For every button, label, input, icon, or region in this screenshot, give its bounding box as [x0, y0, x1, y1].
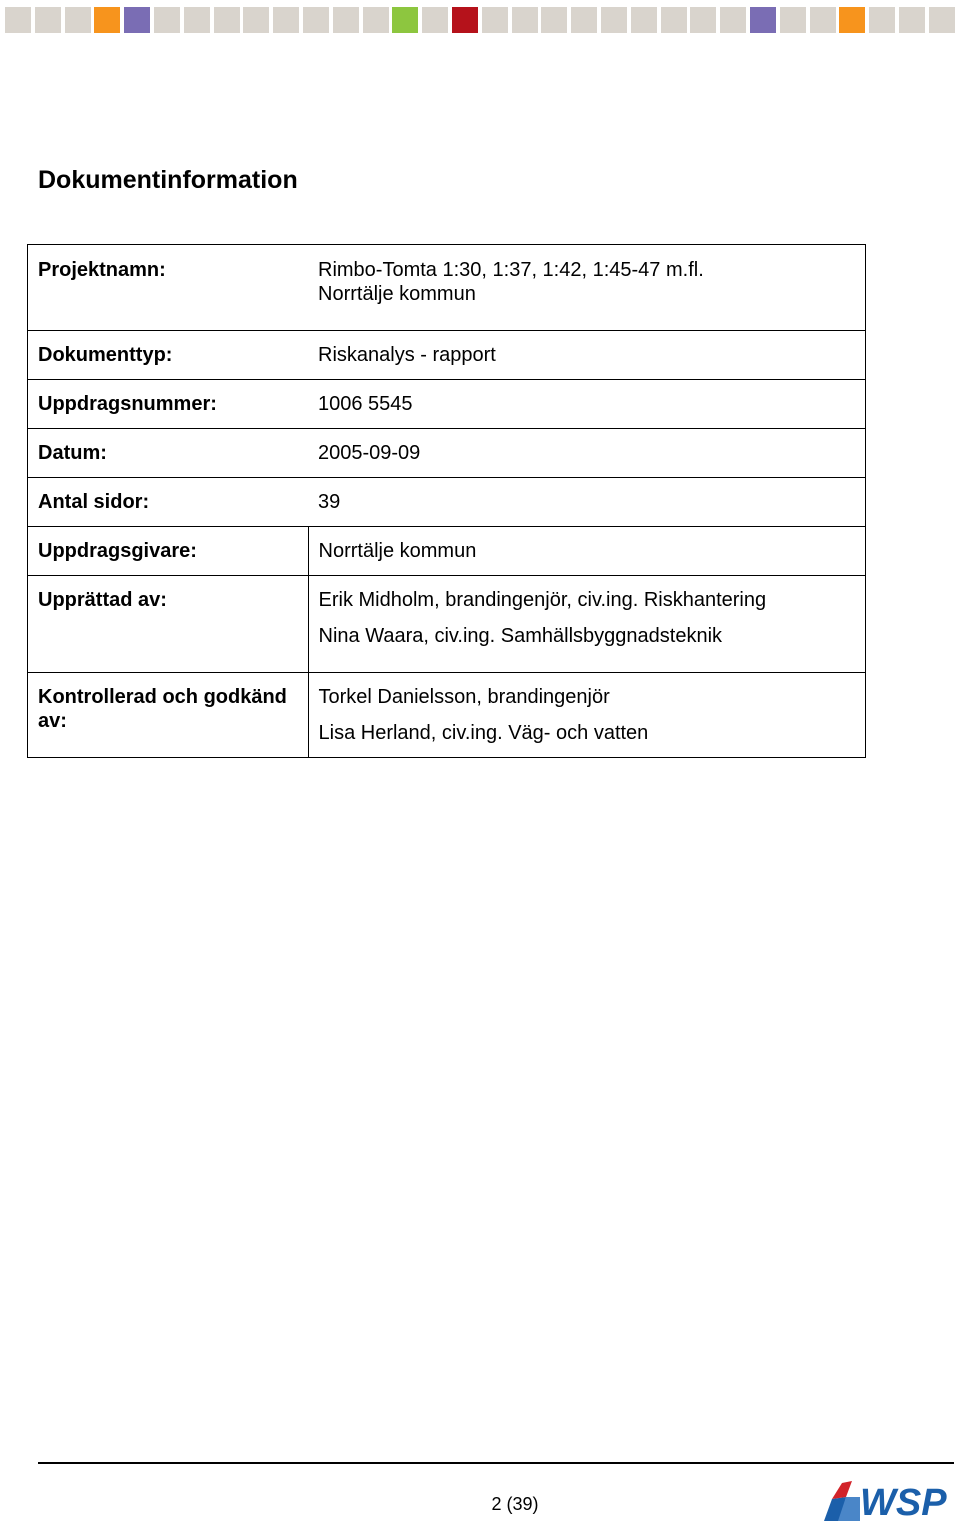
table-row [28, 478, 866, 527]
table-row [28, 576, 866, 673]
table-row [28, 331, 866, 380]
table-row [28, 673, 866, 758]
page-title: Dokumentinformation [38, 166, 298, 194]
table-row [28, 245, 866, 331]
header-square [750, 7, 776, 33]
kontrollerad-label: Kontrollerad och godkänd av: [28, 673, 309, 758]
upprattad-value [308, 576, 866, 673]
header-square [35, 7, 61, 33]
dokumenttyp-label: Dokumenttyp: [28, 331, 309, 380]
header-square [839, 7, 865, 33]
wsp-logo-text: WSP [860, 1482, 947, 1523]
header-color-bar [5, 7, 960, 33]
upprattad-person-2: Nina Waara, civ.ing. Samhällsbyggnadsteknik [318, 625, 723, 647]
kontrollerad-person-1: Torkel Danielsson, brandingenjör [318, 686, 610, 708]
uppdragsgivare-label: Uppdragsgivare: [28, 527, 309, 576]
header-square [243, 7, 269, 33]
header-square [5, 7, 31, 33]
header-square [184, 7, 210, 33]
header-square [482, 7, 508, 33]
uppdragsnummer-label: Uppdragsnummer: [28, 380, 309, 429]
header-square [124, 7, 150, 33]
header-square [780, 7, 806, 33]
projektnamn-label: Projektnamn: [28, 245, 309, 331]
header-square [720, 7, 746, 33]
wsp-logo-mark-icon [824, 1481, 860, 1521]
header-square [214, 7, 240, 33]
header-square [363, 7, 389, 33]
header-square [452, 7, 478, 33]
header-square [154, 7, 180, 33]
header-square [869, 7, 895, 33]
header-square [273, 7, 299, 33]
header-square [65, 7, 91, 33]
header-square [541, 7, 567, 33]
kontrollerad-person-2: Lisa Herland, civ.ing. Väg- och vatten [318, 722, 649, 744]
projektnamn-value [308, 245, 866, 331]
header-square [899, 7, 925, 33]
uppdragsgivare-value: Norrtälje kommun [308, 527, 866, 576]
header-square [333, 7, 359, 33]
header-square [303, 7, 329, 33]
upprattad-person-1: Erik Midholm, brandingenjör, civ.ing. Riskhantering [318, 589, 767, 611]
antal-sidor-label: Antal sidor: [28, 478, 309, 527]
header-square [631, 7, 657, 33]
header-square [929, 7, 955, 33]
projektnamn-line2: Norrtälje kommun [318, 283, 476, 305]
header-square [601, 7, 627, 33]
table-row [28, 429, 866, 478]
header-square [810, 7, 836, 33]
dokumenttyp-value: Riskanalys - rapport [308, 331, 866, 380]
table-row [28, 380, 866, 429]
upprattad-label: Upprättad av: [28, 576, 309, 673]
header-square [661, 7, 687, 33]
datum-value: 2005-09-09 [308, 429, 866, 478]
document-info-table [27, 244, 866, 758]
table-row [28, 527, 866, 576]
header-square [512, 7, 538, 33]
kontrollerad-value [308, 673, 866, 758]
header-square [94, 7, 120, 33]
datum-label: Datum: [28, 429, 309, 478]
page-number: 2 (39) [491, 1494, 539, 1514]
header-square [392, 7, 418, 33]
header-square [690, 7, 716, 33]
header-square [422, 7, 448, 33]
header-square [571, 7, 597, 33]
uppdragsnummer-value: 1006 5545 [308, 380, 866, 429]
wsp-logo [822, 1477, 956, 1523]
footer-divider [38, 1462, 954, 1464]
projektnamn-line1: Rimbo-Tomta 1:30, 1:37, 1:42, 1:45-47 m.fl. [318, 259, 704, 281]
antal-sidor-value: 39 [308, 478, 866, 527]
